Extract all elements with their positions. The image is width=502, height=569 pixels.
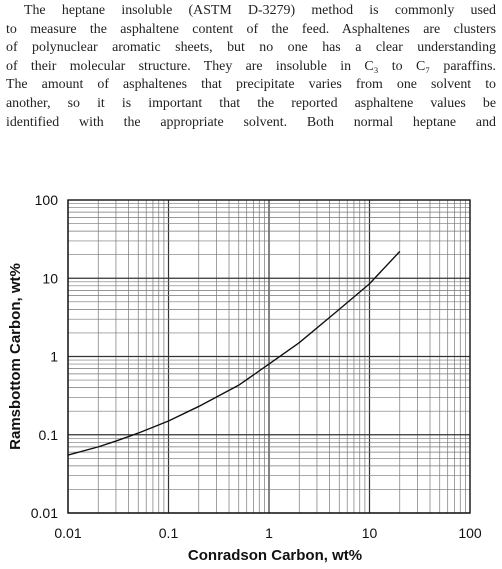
y-tick-label: 10	[42, 270, 58, 287]
y-tick-label: 0.01	[30, 505, 58, 521]
paragraph-line: The amount of asphaltenes that precipitate varies from one solvent to	[6, 77, 496, 93]
x-tick-label: 0.1	[158, 525, 179, 541]
x-axis-label: Conradson Carbon, wt%	[187, 547, 363, 564]
paragraph-line: of their molecular structure. They are insoluble in C₃ to C₇ paraffins.	[6, 58, 496, 74]
chart-grid	[68, 200, 470, 513]
y-tick-label: 1	[50, 348, 58, 365]
x-tick-label: 10	[361, 525, 378, 541]
y-tick-label: 0.1	[38, 426, 58, 443]
x-tick-labels	[54, 525, 482, 541]
y-axis-label: Ramsbottom Carbon, wt%	[7, 263, 24, 450]
x-tick-label: 0.01	[54, 525, 82, 541]
paragraph-line: The heptane insoluble (ASTM D-3279) method is commonly used	[24, 3, 496, 18]
x-tick-label: 1	[265, 525, 273, 541]
y-tick-labels	[31, 192, 58, 521]
paragraph-line: to measure the asphaltene content of the feed. Asphaltenes are clusters	[6, 21, 496, 37]
paragraph-line: identified with the appropriate solvent. Both normal heptane and	[6, 114, 496, 130]
paragraph-line: another, so it is important that the reported asphaltene values be	[6, 95, 496, 111]
x-tick-label: 100	[458, 525, 482, 541]
paragraph-line: of polynuclear aromatic sheets, but no one has a clear understanding	[6, 40, 496, 56]
y-tick-label: 100	[34, 192, 58, 208]
